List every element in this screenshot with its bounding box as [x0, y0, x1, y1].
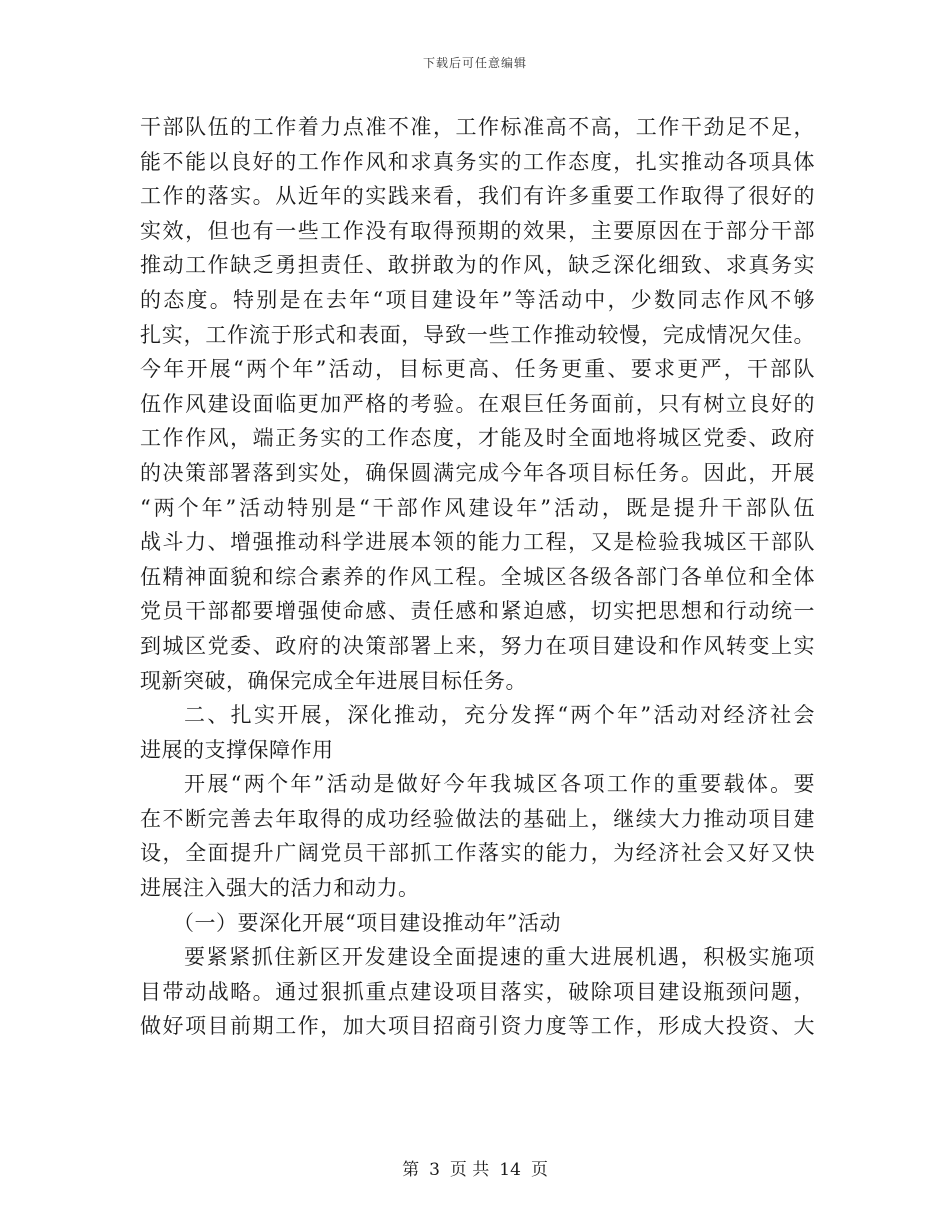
text-line: 伍作风建设面临更加严格的考验。在艰巨任务面前，只有树立良好的: [140, 391, 815, 416]
text-line: 二、扎实开展，深化推动，充分发挥“两个年”活动对经济社会: [184, 703, 815, 728]
text-line: 战斗力、增强推动科学进展本领的能力工程，又是检验我城区干部队: [140, 530, 815, 555]
text-line: 进展注入强大的活力和动力。: [140, 876, 420, 901]
text-line: 的态度。特别是在去年“项目建设年”等活动中，少数同志作风不够: [140, 287, 815, 312]
document-body: [140, 110, 815, 1044]
page-footer: [0, 1155, 950, 1180]
text-line: 实效，但也有一些工作没有取得预期的效果，主要原因在于部分干部: [140, 218, 815, 243]
text-line: 目带动战略。通过狠抓重点建设项目落实，破除项目建设瓶颈问题，: [140, 979, 815, 1004]
text-line: 进展的支撑保障作用: [140, 737, 334, 762]
footer-current-page: 3: [429, 1160, 440, 1180]
footer-prefix: 第: [402, 1160, 420, 1180]
text-line: 现新突破，确保完成全年进展目标任务。: [140, 668, 527, 693]
text-line: 伍精神面貌和综合素养的作风工程。全城区各级各部门各单位和全体: [140, 564, 815, 589]
text-line: 扎实，工作流于形式和表面，导致一些工作推动较慢，完成情况欠佳。: [140, 322, 815, 347]
text-line: 开展“两个年”活动是做好今年我城区各项工作的重要载体。要: [184, 772, 815, 797]
text-line: 推动工作缺乏勇担责任、敢拼敢为的作风，缺乏深化细致、求真务实: [140, 253, 815, 278]
text-line: 今年开展“两个年”活动，目标更高、任务更重、要求更严，干部队: [140, 357, 815, 382]
footer-suffix: 页: [530, 1160, 548, 1180]
text-line: 的决策部署落到实处，确保圆满完成今年各项目标任务。因此，开展: [140, 460, 815, 485]
text-line: 党员干部都要增强使命感、责任感和紧迫感，切实把思想和行动统一: [140, 599, 815, 624]
text-line: 能不能以良好的工作作风和求真务实的工作态度，扎实推动各项具体: [140, 149, 815, 174]
text-line: 设，全面提升广阔党员干部抓工作落实的能力，为经济社会又好又快: [140, 841, 815, 866]
text-line: 做好项目前期工作，加大项目招商引资力度等工作，形成大投资、大: [140, 1014, 815, 1039]
text-line: 要紧紧抓住新区开发建设全面提速的重大进展机遇，积极实施项: [184, 945, 815, 970]
text-line: 到城区党委、政府的决策部署上来，努力在项目建设和作风转变上实: [140, 633, 815, 658]
text-line: 干部队伍的工作着力点准不准，工作标准高不高，工作干劲足不足，: [140, 115, 815, 139]
footer-total-pages: 14: [499, 1160, 521, 1180]
text-line: “两个年”活动特别是“干部作风建设年”活动，既是提升干部队伍: [140, 495, 815, 520]
text-line: 工作的落实。从近年的实践来看，我们有许多重要工作取得了很好的: [140, 184, 815, 209]
page-header-note: 下载后可任意编辑: [422, 56, 527, 70]
text-line: 工作作风，端正务实的工作态度，才能及时全面地将城区党委、政府: [140, 426, 815, 451]
text-line: 在不断完善去年取得的成功经验做法的基础上，继续大力推动项目建: [140, 806, 815, 831]
footer-middle: 页 共: [449, 1160, 490, 1180]
text-line: （一）要深化开展“项目建设推动年”活动: [173, 910, 561, 935]
